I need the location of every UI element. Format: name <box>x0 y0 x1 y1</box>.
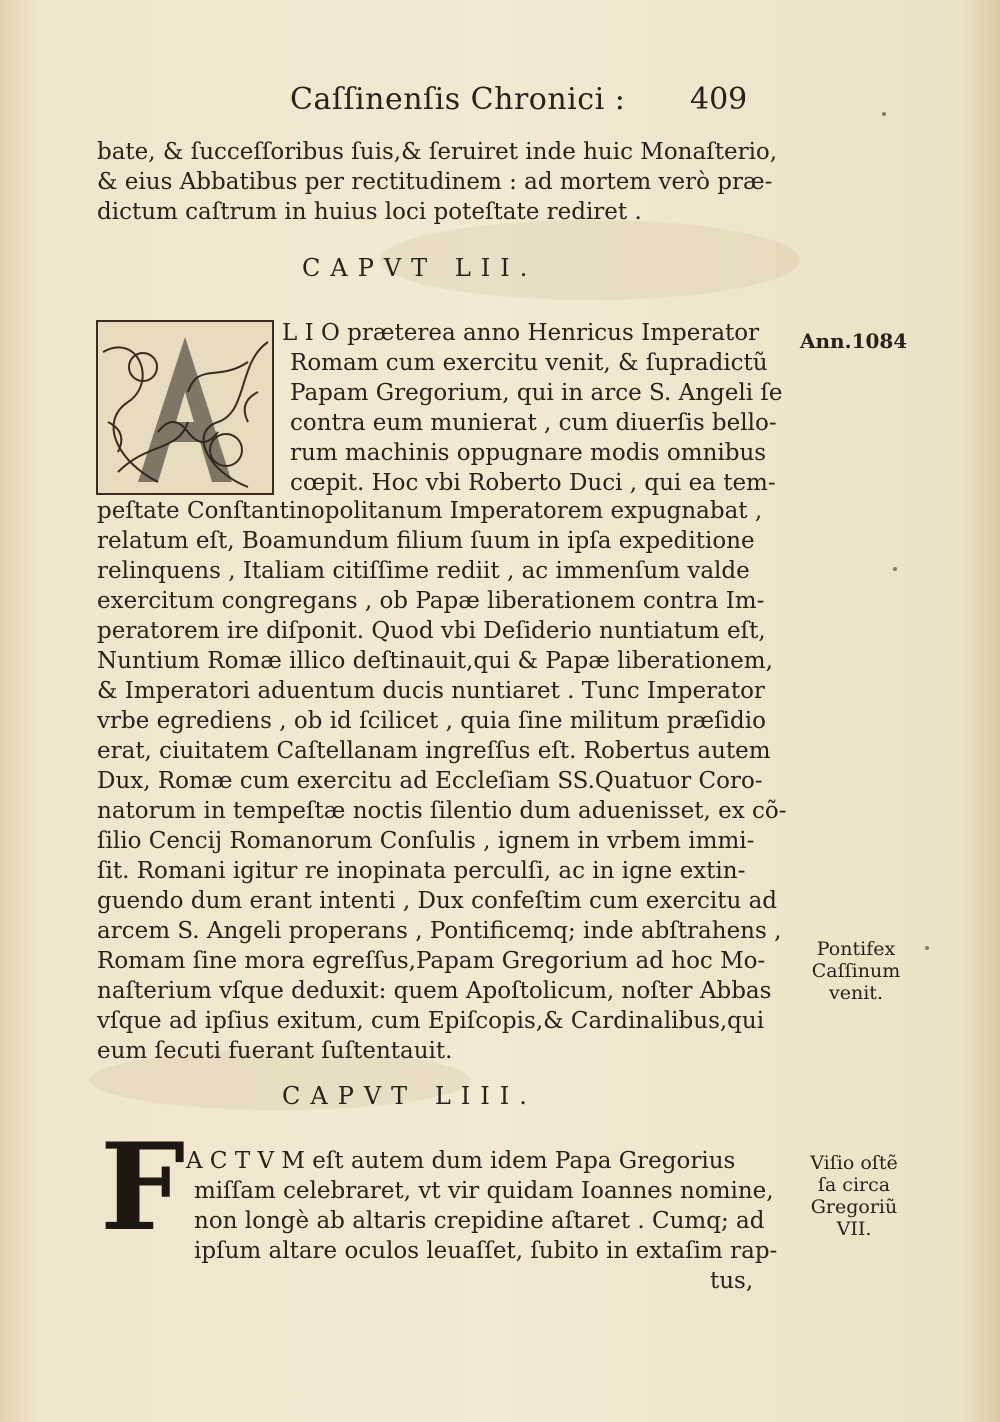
text-line: naſterium vſque deduxit: quem Apoſtolicum, noſter Abbas <box>97 978 772 1004</box>
page-header <box>290 82 770 122</box>
text-line: A C T V M eſt autem dum idem Papa Gregorius <box>186 1148 736 1174</box>
text-line: guendo dum erant intenti , Dux confeſtim cum exercitu ad <box>97 888 778 914</box>
text-line: relatum eſt, Boamundum filium ſuum in ipſa expeditione <box>97 528 755 554</box>
margin-note-line: Viſio oſtẽ <box>810 1152 898 1174</box>
text-line: Nuntium Romæ illico deſtinauit,qui & Papæ liberationem, <box>97 648 773 674</box>
ink-speck <box>882 112 886 116</box>
ink-speck <box>893 567 897 571</box>
text-line: Romam cum exercitu venit, & ſupradictũ <box>290 350 768 376</box>
running-head: Caſſinenſis Chronici : <box>290 82 626 117</box>
text-line: ſit. Romani igitur re inopinata perculſi, ac in igne extin- <box>97 858 746 884</box>
text-line: ipſum altare oculos leuaſſet, ſubito in extaſim rap- <box>194 1238 778 1264</box>
text-line: Papam Gregorium, qui in arce S. Angeli ſe <box>290 380 783 406</box>
margin-note-line: Pontifex <box>816 938 896 960</box>
page-number: 409 <box>690 82 748 117</box>
margin-note-line: venit. <box>829 982 883 1004</box>
margin-note-year: Ann.1084 <box>800 329 908 353</box>
chapter-heading: CAPVT LII. <box>302 254 538 282</box>
text-line: Dux, Romæ cum exercitu ad Eccleſiam SS.Quatuor Coro- <box>97 768 763 794</box>
text-line: eum ſecuti fuerant ſuſtentauit. <box>97 1038 453 1064</box>
text-line: relinquens , Italiam citiſſime rediit , ac immenſum valde <box>97 558 750 584</box>
margin-note <box>800 1152 908 1240</box>
chapter-heading: CAPVT LIII. <box>282 1082 537 1110</box>
foliage-ornament-icon <box>98 322 272 493</box>
text-line: ſilio Cencij Romanorum Conſulis , ignem in vrbem immi- <box>97 828 755 854</box>
margin-note-line: ſa circa <box>817 1174 891 1196</box>
margin-note-line: Gregoriũ <box>810 1196 898 1218</box>
text-line: L I O præterea anno Henricus Imperator <box>282 320 760 346</box>
text-line: bate, & ſucceſſoribus ſuis,& ſeruiret inde huic Monaſterio, <box>97 139 778 165</box>
margin-note <box>808 938 904 1004</box>
text-line: vrbe egrediens , ob id ſcilicet , quia ſine militum præſidio <box>97 708 766 734</box>
text-line: erat, ciuitatem Caſtellanam ingreſſus eſt. Robertus autem <box>97 738 771 764</box>
drop-cap-initial <box>100 1117 186 1258</box>
text-line: exercitum congregans , ob Papæ liberationem contra Im- <box>97 588 765 614</box>
decorated-initial <box>96 320 274 495</box>
text-line: miſſam celebraret, vt vir quidam Ioannes nomine, <box>194 1178 774 1204</box>
text-line: & eius Abbatibus per rectitudinem : ad mortem verò præ- <box>97 169 773 195</box>
margin-note-line: Caſſinum <box>811 960 901 982</box>
ink-speck <box>925 946 929 950</box>
margin-note-line: VII. <box>836 1218 872 1240</box>
text-line: dictum caſtrum in huius loci poteſtate rediret . <box>97 199 642 225</box>
text-line: contra eum munierat , cum diuerſis bello- <box>290 410 777 436</box>
text-line: peratorem ire diſponit. Quod vbi Deſiderio nuntiatum eſt, <box>97 618 766 644</box>
text-line: vſque ad ipſius exitum, cum Epiſcopis,& Cardinalibus,qui <box>97 1008 765 1034</box>
text-line: natorum in tempeſtæ noctis ſilentio dum aduenisset, ex cõ- <box>97 798 787 824</box>
text-line: & Imperatori aduentum ducis nuntiaret . Tunc Imperator <box>97 678 765 704</box>
text-line: non longè ab altaris crepidine aſtaret . Cumq; ad <box>194 1208 765 1234</box>
text-line: Romam ſine mora egreſſus,Papam Gregorium ad hoc Mo- <box>97 948 766 974</box>
text-line: arcem S. Angeli properans , Pontificemq; inde abſtrahens , <box>97 918 782 944</box>
drop-cap-letter: F <box>100 1117 186 1258</box>
text-line: peſtate Conſtantinopolitanum Imperatorem expugnabat , <box>97 498 763 524</box>
text-line: cœpit. Hoc vbi Roberto Duci , qui ea tem- <box>290 470 776 496</box>
text-line: rum machinis oppugnare modis omnibus <box>290 440 767 466</box>
catchword: tus, <box>710 1268 754 1294</box>
